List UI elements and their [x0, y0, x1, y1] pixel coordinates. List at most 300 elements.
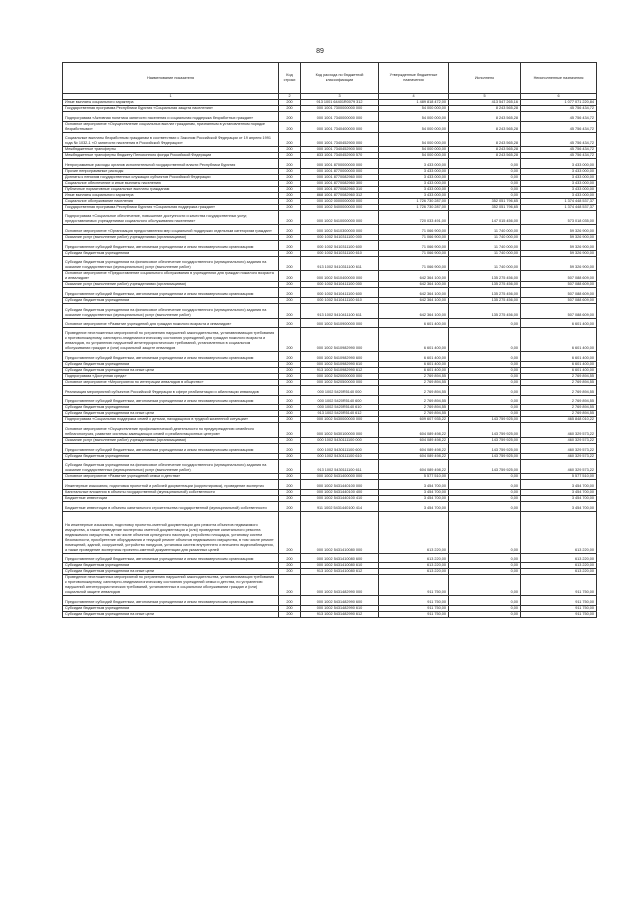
- header-executed: Исполнено: [449, 63, 521, 94]
- row-line-code: 200: [279, 495, 301, 501]
- row-executed: 8 243 565,28: [449, 132, 521, 146]
- header-unexecuted: Неисполненные назначения: [521, 63, 597, 94]
- row-approved-budget: 613 220,00: [379, 553, 449, 563]
- row-line-code: 200: [279, 174, 301, 180]
- row-unexecuted: 6 601 400,00: [521, 351, 597, 361]
- row-approved-budget: 71 066 900,00: [379, 225, 449, 235]
- row-executed: 11 740 000,00: [449, 256, 521, 270]
- row-indicator-name: Основное мероприятие «Осуществление социальных выплат гражданам, признанным в установленном порядке безработными»: [63, 121, 279, 132]
- row-indicator-name: Субсидии бюджетным учреждениям: [63, 453, 279, 459]
- header-indicator-name: Наименование показателя: [63, 63, 279, 94]
- row-line-code: 200: [279, 304, 301, 318]
- row-unexecuted: 1 374 448 537,37: [521, 198, 597, 204]
- row-unexecuted: 59 326 900,00: [521, 225, 597, 235]
- row-line-code: 200: [279, 328, 301, 352]
- row-line-code: 200: [279, 192, 301, 198]
- row-classification-code: 000 1001 8770000000 000: [301, 168, 379, 174]
- header-row: [63, 63, 597, 94]
- row-unexecuted: 911 750,00: [521, 596, 597, 606]
- row-indicator-name: Субсидии бюджетным учреждениям: [63, 606, 279, 612]
- row-line-code: 200: [279, 180, 301, 186]
- row-unexecuted: 460 329 573,22: [521, 459, 597, 473]
- row-line-code: 200: [279, 351, 301, 361]
- row-unexecuted: 6 601 400,00: [521, 367, 597, 373]
- table-row: [63, 351, 597, 361]
- row-executed: 8 243 565,28: [449, 112, 521, 122]
- row-classification-code: 913 1002 5410411100 611: [301, 304, 379, 318]
- row-classification-code: 911 1002 5431440100 414: [301, 501, 379, 511]
- row-unexecuted: 573 018 035,00: [521, 210, 597, 224]
- row-classification-code: 000 1001 7300000000 000: [301, 106, 379, 112]
- row-line-code: 200: [279, 459, 301, 473]
- table-header: [63, 63, 597, 100]
- row-unexecuted: 59 326 900,00: [521, 256, 597, 270]
- row-approved-budget: 642 364 100,00: [379, 282, 449, 288]
- row-indicator-name: Субсидии бюджетным учреждениям на иные цели: [63, 367, 279, 373]
- row-executed: 0,00: [449, 411, 521, 417]
- row-line-code: 200: [279, 168, 301, 174]
- row-unexecuted: 3 454 700,00: [521, 479, 597, 489]
- row-executed: 413 547 265,16: [449, 100, 521, 106]
- row-approved-budget: 911 750,00: [379, 596, 449, 606]
- table-row: [63, 288, 597, 298]
- row-unexecuted: 2 769 894,55: [521, 373, 597, 379]
- row-executed: 143 759 925,00: [449, 453, 521, 459]
- row-indicator-name: Подпрограмма «Активная политика занятости населения и социальная поддержка безработных граждан»: [63, 112, 279, 122]
- table-row: [63, 575, 597, 596]
- table-row: [63, 106, 597, 112]
- row-indicator-name: Социальное обеспечение и иные выплаты населению: [63, 180, 279, 186]
- row-classification-code: 000 1002 5420000000 000: [301, 373, 379, 379]
- row-classification-code: 000 1002 5410411100 610: [301, 298, 379, 304]
- table-row: [63, 459, 597, 473]
- row-indicator-name: Предоставление субсидий бюджетным, автономным учреждениям и иным некоммерческим организациям: [63, 443, 279, 453]
- table-row: [63, 159, 597, 169]
- row-executed: 11 740 000,00: [449, 250, 521, 256]
- table-row: [63, 612, 597, 618]
- row-unexecuted: 911 750,00: [521, 575, 597, 596]
- row-line-code: 200: [279, 318, 301, 328]
- row-line-code: 200: [279, 210, 301, 224]
- row-line-code: 200: [279, 271, 301, 282]
- row-classification-code: 000 1002 5430111100 600: [301, 443, 379, 453]
- row-line-code: 200: [279, 361, 301, 367]
- row-line-code: 200: [279, 423, 301, 437]
- row-classification-code: 000 1002 5431410080 610: [301, 563, 379, 569]
- row-approved-budget: 71 066 900,00: [379, 256, 449, 270]
- row-indicator-name: Предоставление субсидий бюджетным, автономным учреждениям и иным некоммерческим организациям: [63, 596, 279, 606]
- column-number: 3: [301, 94, 379, 100]
- table-row: [63, 318, 597, 328]
- row-indicator-name: Доплаты к пенсиям государственных служащих субъектов Российской Федерации: [63, 174, 279, 180]
- row-classification-code: 000 1002 5431482990 000: [301, 575, 379, 596]
- row-approved-budget: 3 454 700,00: [379, 495, 449, 501]
- row-executed: 8 243 565,28: [449, 106, 521, 112]
- row-unexecuted: 6 601 400,00: [521, 328, 597, 352]
- row-executed: 8 243 565,28: [449, 153, 521, 159]
- row-executed: 0,00: [449, 328, 521, 352]
- row-executed: 0,00: [449, 168, 521, 174]
- row-executed: 11 740 000,00: [449, 241, 521, 251]
- row-indicator-name: Субсидии бюджетным учреждениям: [63, 361, 279, 367]
- row-classification-code: 913 1001 64401R0079 312: [301, 100, 379, 106]
- row-indicator-name: Субсидии бюджетным учреждениям на финансовое обеспечение государственного (муниципального) задания на оказание государственных (муниципальных) услуг (выполнение работ): [63, 459, 279, 473]
- row-classification-code: 000 1001 7340452900 000: [301, 132, 379, 146]
- row-approved-budget: 911 750,00: [379, 612, 449, 618]
- row-classification-code: 000 1002 5410982990 610: [301, 361, 379, 367]
- row-line-code: 200: [279, 473, 301, 479]
- row-approved-budget: 71 066 900,00: [379, 241, 449, 251]
- row-line-code: 200: [279, 147, 301, 153]
- row-classification-code: 000 1002 5410982990 000: [301, 328, 379, 352]
- table-row: [63, 489, 597, 495]
- table-row: [63, 282, 597, 288]
- row-executed: 0,00: [449, 192, 521, 198]
- row-classification-code: 000 1002 5410982990 600: [301, 351, 379, 361]
- column-number: 4: [379, 94, 449, 100]
- column-number: 1: [63, 94, 279, 100]
- row-line-code: 200: [279, 256, 301, 270]
- row-unexecuted: 45 756 434,72: [521, 106, 597, 112]
- row-classification-code: 000 1002 5410311100 610: [301, 250, 379, 256]
- row-approved-budget: 642 364 100,00: [379, 298, 449, 304]
- row-line-code: 200: [279, 288, 301, 298]
- row-unexecuted: 59 326 900,00: [521, 241, 597, 251]
- row-indicator-name: Межбюджетные трансферты бюджету Пенсионного фонда Российской Федерации: [63, 153, 279, 159]
- row-indicator-name: Государственная программа Республики Бурятия «Социальная защита населения»: [63, 106, 279, 112]
- row-executed: 0,00: [449, 606, 521, 612]
- row-approved-budget: 54 000 000,00: [379, 112, 449, 122]
- row-line-code: 200: [279, 385, 301, 395]
- table-row: [63, 180, 597, 186]
- row-indicator-name: Основное мероприятие «Развитие учреждений для граждан пожилого возраста и инвалидов»: [63, 318, 279, 328]
- row-indicator-name: Инженерные изыскания, подготовка проектной и рабочей документации (корректировка), проведение экспертиз: [63, 479, 279, 489]
- row-approved-budget: 71 066 900,00: [379, 250, 449, 256]
- row-approved-budget: 6 601 400,00: [379, 318, 449, 328]
- row-approved-budget: 720 033 491,00: [379, 210, 449, 224]
- row-executed: 143 759 925,00: [449, 437, 521, 443]
- row-approved-budget: 3 454 700,00: [379, 489, 449, 495]
- row-approved-budget: 604 089 498,22: [379, 459, 449, 473]
- row-classification-code: 000 1002 5431440100 000: [301, 479, 379, 489]
- row-line-code: 200: [279, 569, 301, 575]
- row-executed: 0,00: [449, 373, 521, 379]
- row-approved-budget: 911 750,00: [379, 606, 449, 612]
- row-classification-code: 000 1002 5410400000 000: [301, 271, 379, 282]
- table-row: [63, 473, 597, 479]
- page-number: 89: [316, 48, 324, 55]
- row-indicator-name: Бюджетные инвестиции: [63, 495, 279, 501]
- row-approved-budget: 54 000 000,00: [379, 153, 449, 159]
- row-executed: 0,00: [449, 489, 521, 495]
- row-line-code: 200: [279, 417, 301, 423]
- row-line-code: 200: [279, 100, 301, 106]
- row-approved-budget: 604 089 498,22: [379, 443, 449, 453]
- row-unexecuted: 2 769 894,55: [521, 405, 597, 411]
- row-line-code: 200: [279, 367, 301, 373]
- row-approved-budget: 3 433 000,00: [379, 186, 449, 192]
- row-unexecuted: 460 329 573,22: [521, 437, 597, 443]
- row-indicator-name: Социальное обслуживание населения: [63, 198, 279, 204]
- row-approved-budget: 3 433 000,00: [379, 180, 449, 186]
- row-unexecuted: 3 454 700,00: [521, 495, 597, 501]
- row-approved-budget: 613 220,00: [379, 511, 449, 553]
- row-executed: 135 275 456,00: [449, 288, 521, 298]
- row-unexecuted: 2 769 894,55: [521, 379, 597, 385]
- table-row: [63, 367, 597, 373]
- row-approved-budget: 54 000 000,00: [379, 121, 449, 132]
- row-unexecuted: 613 220,00: [521, 511, 597, 553]
- row-line-code: 200: [279, 575, 301, 596]
- row-executed: 135 275 456,00: [449, 298, 521, 304]
- row-approved-budget: 604 089 498,22: [379, 437, 449, 443]
- row-approved-budget: 3 433 000,00: [379, 168, 449, 174]
- row-approved-budget: 2 769 894,55: [379, 373, 449, 379]
- row-unexecuted: 3 433 000,00: [521, 186, 597, 192]
- row-executed: 0,00: [449, 575, 521, 596]
- row-classification-code: 000 1002 5420500000 000: [301, 379, 379, 385]
- row-executed: 352 051 796,65: [449, 204, 521, 210]
- row-indicator-name: Основное мероприятие «Мероприятия по интеграции инвалидов в общество»: [63, 379, 279, 385]
- row-classification-code: 000 1002 5430100000 000: [301, 423, 379, 437]
- row-indicator-name: Предоставление субсидий бюджетным, автономным учреждениям и иным некоммерческим организациям: [63, 395, 279, 405]
- row-classification-code: 833 1001 7340452900 570: [301, 153, 379, 159]
- row-executed: 0,00: [449, 395, 521, 405]
- row-executed: 147 015 456,00: [449, 210, 521, 224]
- table-row: [63, 153, 597, 159]
- row-classification-code: 000 1002 5430111100 000: [301, 437, 379, 443]
- row-indicator-name: Оказание услуг (выполнение работ) учреждениями (организациями): [63, 282, 279, 288]
- row-approved-budget: 54 000 000,00: [379, 147, 449, 153]
- row-indicator-name: Иные выплаты социального характера: [63, 192, 279, 198]
- row-line-code: 200: [279, 606, 301, 612]
- row-approved-budget: 642 364 100,00: [379, 271, 449, 282]
- row-classification-code: 000 1002 5431482990 600: [301, 596, 379, 606]
- row-approved-budget: 604 089 498,22: [379, 453, 449, 459]
- row-approved-budget: 3 433 000,00: [379, 192, 449, 198]
- row-unexecuted: 6 601 400,00: [521, 361, 597, 367]
- row-executed: 0,00: [449, 511, 521, 553]
- row-executed: 143 759 925,00: [449, 443, 521, 453]
- row-classification-code: 000 1002 5410900000 000: [301, 318, 379, 328]
- row-approved-budget: 5 577 510,00: [379, 473, 449, 479]
- row-classification-code: 000 1002 5400000000 000: [301, 204, 379, 210]
- row-classification-code: 913 1002 5430111100 611: [301, 459, 379, 473]
- row-indicator-name: Субсидии бюджетным учреждениям на финансовое обеспечение государственного (муниципального) задания на оказание государственных (муниципальных) услуг (выполнение работ): [63, 304, 279, 318]
- table-row: [63, 385, 597, 395]
- row-approved-budget: 2 769 894,55: [379, 405, 449, 411]
- table-row: [63, 186, 597, 192]
- row-executed: 0,00: [449, 180, 521, 186]
- row-unexecuted: 2 769 894,55: [521, 385, 597, 395]
- row-unexecuted: 45 756 434,72: [521, 147, 597, 153]
- row-unexecuted: 507 088 609,00: [521, 282, 597, 288]
- row-classification-code: 000 1002 5410411100 000: [301, 282, 379, 288]
- row-unexecuted: 613 220,00: [521, 569, 597, 575]
- row-line-code: 200: [279, 596, 301, 606]
- row-indicator-name: Предоставление субсидий бюджетным, автономным учреждениям и иным некоммерческим организациям: [63, 288, 279, 298]
- row-approved-budget: 6 601 400,00: [379, 361, 449, 367]
- header-line-code: Код строки: [279, 63, 301, 94]
- row-unexecuted: 911 750,00: [521, 606, 597, 612]
- row-executed: 11 740 000,00: [449, 225, 521, 235]
- row-indicator-name: Межбюджетные трансферты: [63, 147, 279, 153]
- row-unexecuted: 45 756 434,72: [521, 153, 597, 159]
- row-unexecuted: 3 433 000,00: [521, 168, 597, 174]
- row-approved-budget: 3 454 700,00: [379, 501, 449, 511]
- row-unexecuted: 460 329 573,22: [521, 423, 597, 437]
- row-executed: 352 051 796,65: [449, 198, 521, 204]
- row-indicator-name: Иные выплаты социального характера: [63, 100, 279, 106]
- table-row: [63, 121, 597, 132]
- row-unexecuted: 460 329 573,22: [521, 443, 597, 453]
- row-unexecuted: 3 454 700,00: [521, 489, 597, 495]
- row-indicator-name: Предоставление субсидий бюджетным, автономным учреждениям и иным некоммерческим организациям: [63, 241, 279, 251]
- row-indicator-name: Основное мероприятие «Организация предоставления мер социальной поддержки отдельным категориям граждан»: [63, 225, 279, 235]
- row-classification-code: 000 1001 8700000000 000: [301, 159, 379, 169]
- table-row: [63, 437, 597, 443]
- row-indicator-name: На инженерные изыскания, подготовку проектно-сметной документации для ремонта объектов недвижимого имущества, а также проведение экспертизы сметной документации и (или) проведение капитального ремонта недвижимого имущества, в том числе объектов культурного наследия, устройство площадок, установку систем безопасности, приобретение оборудования и текущий ремонт объектов недвижимого имущества, в том числе ремонт помещений, зданий, сооружений, устройство пандусов, установка систем внутреннего и внешнего видеонаблюдения, а также проведение экспертизы проектно-сметной документации для указанных целей: [63, 511, 279, 553]
- row-line-code: 200: [279, 453, 301, 459]
- row-classification-code: 000 1002 5410000000 000: [301, 210, 379, 224]
- row-classification-code: 000 1002 5410311100 000: [301, 235, 379, 241]
- row-indicator-name: Подпрограмма «Доступная среда»: [63, 373, 279, 379]
- table-row: [63, 443, 597, 453]
- row-line-code: 200: [279, 235, 301, 241]
- row-executed: 0,00: [449, 501, 521, 511]
- row-indicator-name: Проведение неотложенных мероприятий по устранению нарушений законодательства, устанавливающих требования к противопожарному, санитарно-эпидемиологическому состоянию учреждений семьи и детства, по устранению нарушений антитеррористических требований, установленных в социальном обслуживании граждан и (или) социальной защите инвалидов: [63, 575, 279, 596]
- table-row: [63, 112, 597, 122]
- row-classification-code: 000 1001 7340452900 500: [301, 147, 379, 153]
- row-classification-code: 913 1002 5431482990 612: [301, 612, 379, 618]
- header-approved-budget: Утвержденные бюджетные назначения: [379, 63, 449, 94]
- row-indicator-name: Оказание услуг (выполнение работ) учреждениями (организациями): [63, 437, 279, 443]
- row-line-code: 200: [279, 411, 301, 417]
- row-indicator-name: Субсидии бюджетным учреждениям на финансовое обеспечение государственного (муниципального) задания на оказание государственных (муниципальных) услуг (выполнение работ): [63, 256, 279, 270]
- row-line-code: 200: [279, 379, 301, 385]
- table-row: [63, 479, 597, 489]
- row-line-code: 200: [279, 225, 301, 235]
- row-approved-budget: 54 000 000,00: [379, 132, 449, 146]
- row-indicator-name: Подпрограмма «Социальное обеспечение, повышение доступности и качества государственных услуг, предоставляемых учреждениями социального обслуживания населения»: [63, 210, 279, 224]
- column-number: 6: [521, 94, 597, 100]
- row-indicator-name: Предоставление субсидий бюджетным, автономным учреждениям и иным некоммерческим организациям: [63, 553, 279, 563]
- row-classification-code: 000 1002 5420R5140 600: [301, 395, 379, 405]
- row-classification-code: 000 1002 5431482990 610: [301, 606, 379, 612]
- row-executed: 0,00: [449, 473, 521, 479]
- row-unexecuted: 507 088 609,00: [521, 304, 597, 318]
- row-approved-budget: 1 726 730 287,00: [379, 204, 449, 210]
- row-executed: 0,00: [449, 379, 521, 385]
- row-executed: 143 759 925,00: [449, 423, 521, 437]
- row-indicator-name: Субсидии бюджетным учреждениям: [63, 250, 279, 256]
- budget-execution-table: [62, 62, 597, 618]
- row-line-code: 200: [279, 443, 301, 453]
- row-indicator-name: Подпрограмма «Социальная поддержка семей с детьми, находящихся в трудной жизненной ситуации»: [63, 417, 279, 423]
- row-unexecuted: 507 088 609,00: [521, 298, 597, 304]
- row-executed: 0,00: [449, 174, 521, 180]
- table-row: [63, 553, 597, 563]
- row-executed: 0,00: [449, 612, 521, 618]
- row-classification-code: 000 1002 5431440100 410: [301, 495, 379, 501]
- row-indicator-name: Социальные выплаты безработным гражданам в соответствии с Законом Российской Федерации от 19 апреля 1991 года № 1032-1 «О занятости населения в Российской Федерации»: [63, 132, 279, 146]
- row-line-code: 200: [279, 489, 301, 495]
- row-unexecuted: 59 326 900,00: [521, 235, 597, 241]
- row-unexecuted: 1 374 448 537,37: [521, 204, 597, 210]
- row-classification-code: 913 1002 5431410080 612: [301, 569, 379, 575]
- row-executed: 0,00: [449, 367, 521, 373]
- row-line-code: 200: [279, 511, 301, 553]
- row-classification-code: 913 1002 5410982990 612: [301, 367, 379, 373]
- row-classification-code: 000 1002 5431410080 000: [301, 511, 379, 553]
- row-line-code: 200: [279, 106, 301, 112]
- row-line-code: 200: [279, 250, 301, 256]
- row-approved-budget: 6 601 400,00: [379, 351, 449, 361]
- row-unexecuted: 3 433 000,00: [521, 159, 597, 169]
- row-classification-code: 000 1002 5410311100 600: [301, 241, 379, 251]
- row-line-code: 200: [279, 186, 301, 192]
- row-classification-code: 000 1001 8770082960 300: [301, 180, 379, 186]
- row-unexecuted: 45 756 434,72: [521, 121, 597, 132]
- row-line-code: 200: [279, 479, 301, 489]
- row-indicator-name: Субсидии бюджетным учреждениям: [63, 298, 279, 304]
- row-line-code: 200: [279, 501, 301, 511]
- row-indicator-name: Капитальные вложения в объекты государственной (муниципальной) собственности: [63, 489, 279, 495]
- row-executed: 143 759 925,00: [449, 459, 521, 473]
- row-unexecuted: 45 756 434,72: [521, 132, 597, 146]
- row-indicator-name: Проведение неотложенных мероприятий по устранению нарушений законодательства, устанавливающих требования к противопожарному, санитарно-эпидемиологическому состоянию учреждений для граждан пожилого возраста и инвалидов, по устранению нарушений антитеррористических требований, установленных в социальном обслуживании граждан и (или) социальной защите инвалидов: [63, 328, 279, 352]
- table-row: [63, 395, 597, 405]
- table-row: [63, 271, 597, 282]
- row-classification-code: 000 1002 5431400000 000: [301, 473, 379, 479]
- row-line-code: 200: [279, 132, 301, 146]
- row-unexecuted: 3 433 000,00: [521, 180, 597, 186]
- row-approved-budget: 1 489 818 472,00: [379, 100, 449, 106]
- row-indicator-name: Публичные нормативные социальные выплаты гражданам: [63, 186, 279, 192]
- row-classification-code: 000 1001 7340000000 000: [301, 112, 379, 122]
- row-approved-budget: 3 433 000,00: [379, 159, 449, 169]
- row-classification-code: 000 1002 5420R5140 610: [301, 405, 379, 411]
- row-unexecuted: 2 769 894,55: [521, 411, 597, 417]
- row-unexecuted: 2 769 894,55: [521, 395, 597, 405]
- row-executed: 11 740 000,00: [449, 235, 521, 241]
- row-executed: 8 243 565,28: [449, 147, 521, 153]
- row-unexecuted: 507 088 609,00: [521, 271, 597, 282]
- row-indicator-name: Субсидии бюджетным учреждениям на иные цели: [63, 612, 279, 618]
- row-classification-code: 000 1001 8770082960 310: [301, 186, 379, 192]
- row-unexecuted: 507 088 609,00: [521, 288, 597, 298]
- row-approved-budget: 642 364 100,00: [379, 288, 449, 298]
- row-line-code: 200: [279, 553, 301, 563]
- column-number: 2: [279, 94, 301, 100]
- row-classification-code: 000 1002 5431410080 600: [301, 553, 379, 563]
- table-body: [63, 100, 597, 618]
- row-indicator-name: Основное мероприятие «Осуществление профилактической деятельности по предупреждению семейного неблагополучия, развитие системы замещающих семей и реабилитационных центров»: [63, 423, 279, 437]
- row-unexecuted: 1 077 071 220,84: [521, 100, 597, 106]
- row-approved-budget: 911 750,00: [379, 575, 449, 596]
- row-indicator-name: Оказание услуг (выполнение работ) учреждениями (организациями): [63, 235, 279, 241]
- row-executed: 143 759 925,00: [449, 417, 521, 423]
- table-row: [63, 423, 597, 437]
- row-indicator-name: Непрограммные расходы органов исполнительной государственной власти Республики Бурятия: [63, 159, 279, 169]
- row-classification-code: 868 1001 8770082960 312: [301, 192, 379, 198]
- row-line-code: 200: [279, 298, 301, 304]
- row-line-code: 200: [279, 282, 301, 288]
- row-executed: 0,00: [449, 553, 521, 563]
- row-unexecuted: 6 601 400,00: [521, 318, 597, 328]
- row-indicator-name: Основное мероприятие «Предоставление социального обслуживания в учреждениях для граждан пожилого возраста и инвалидов»: [63, 271, 279, 282]
- row-indicator-name: Субсидии бюджетным учреждениям: [63, 563, 279, 569]
